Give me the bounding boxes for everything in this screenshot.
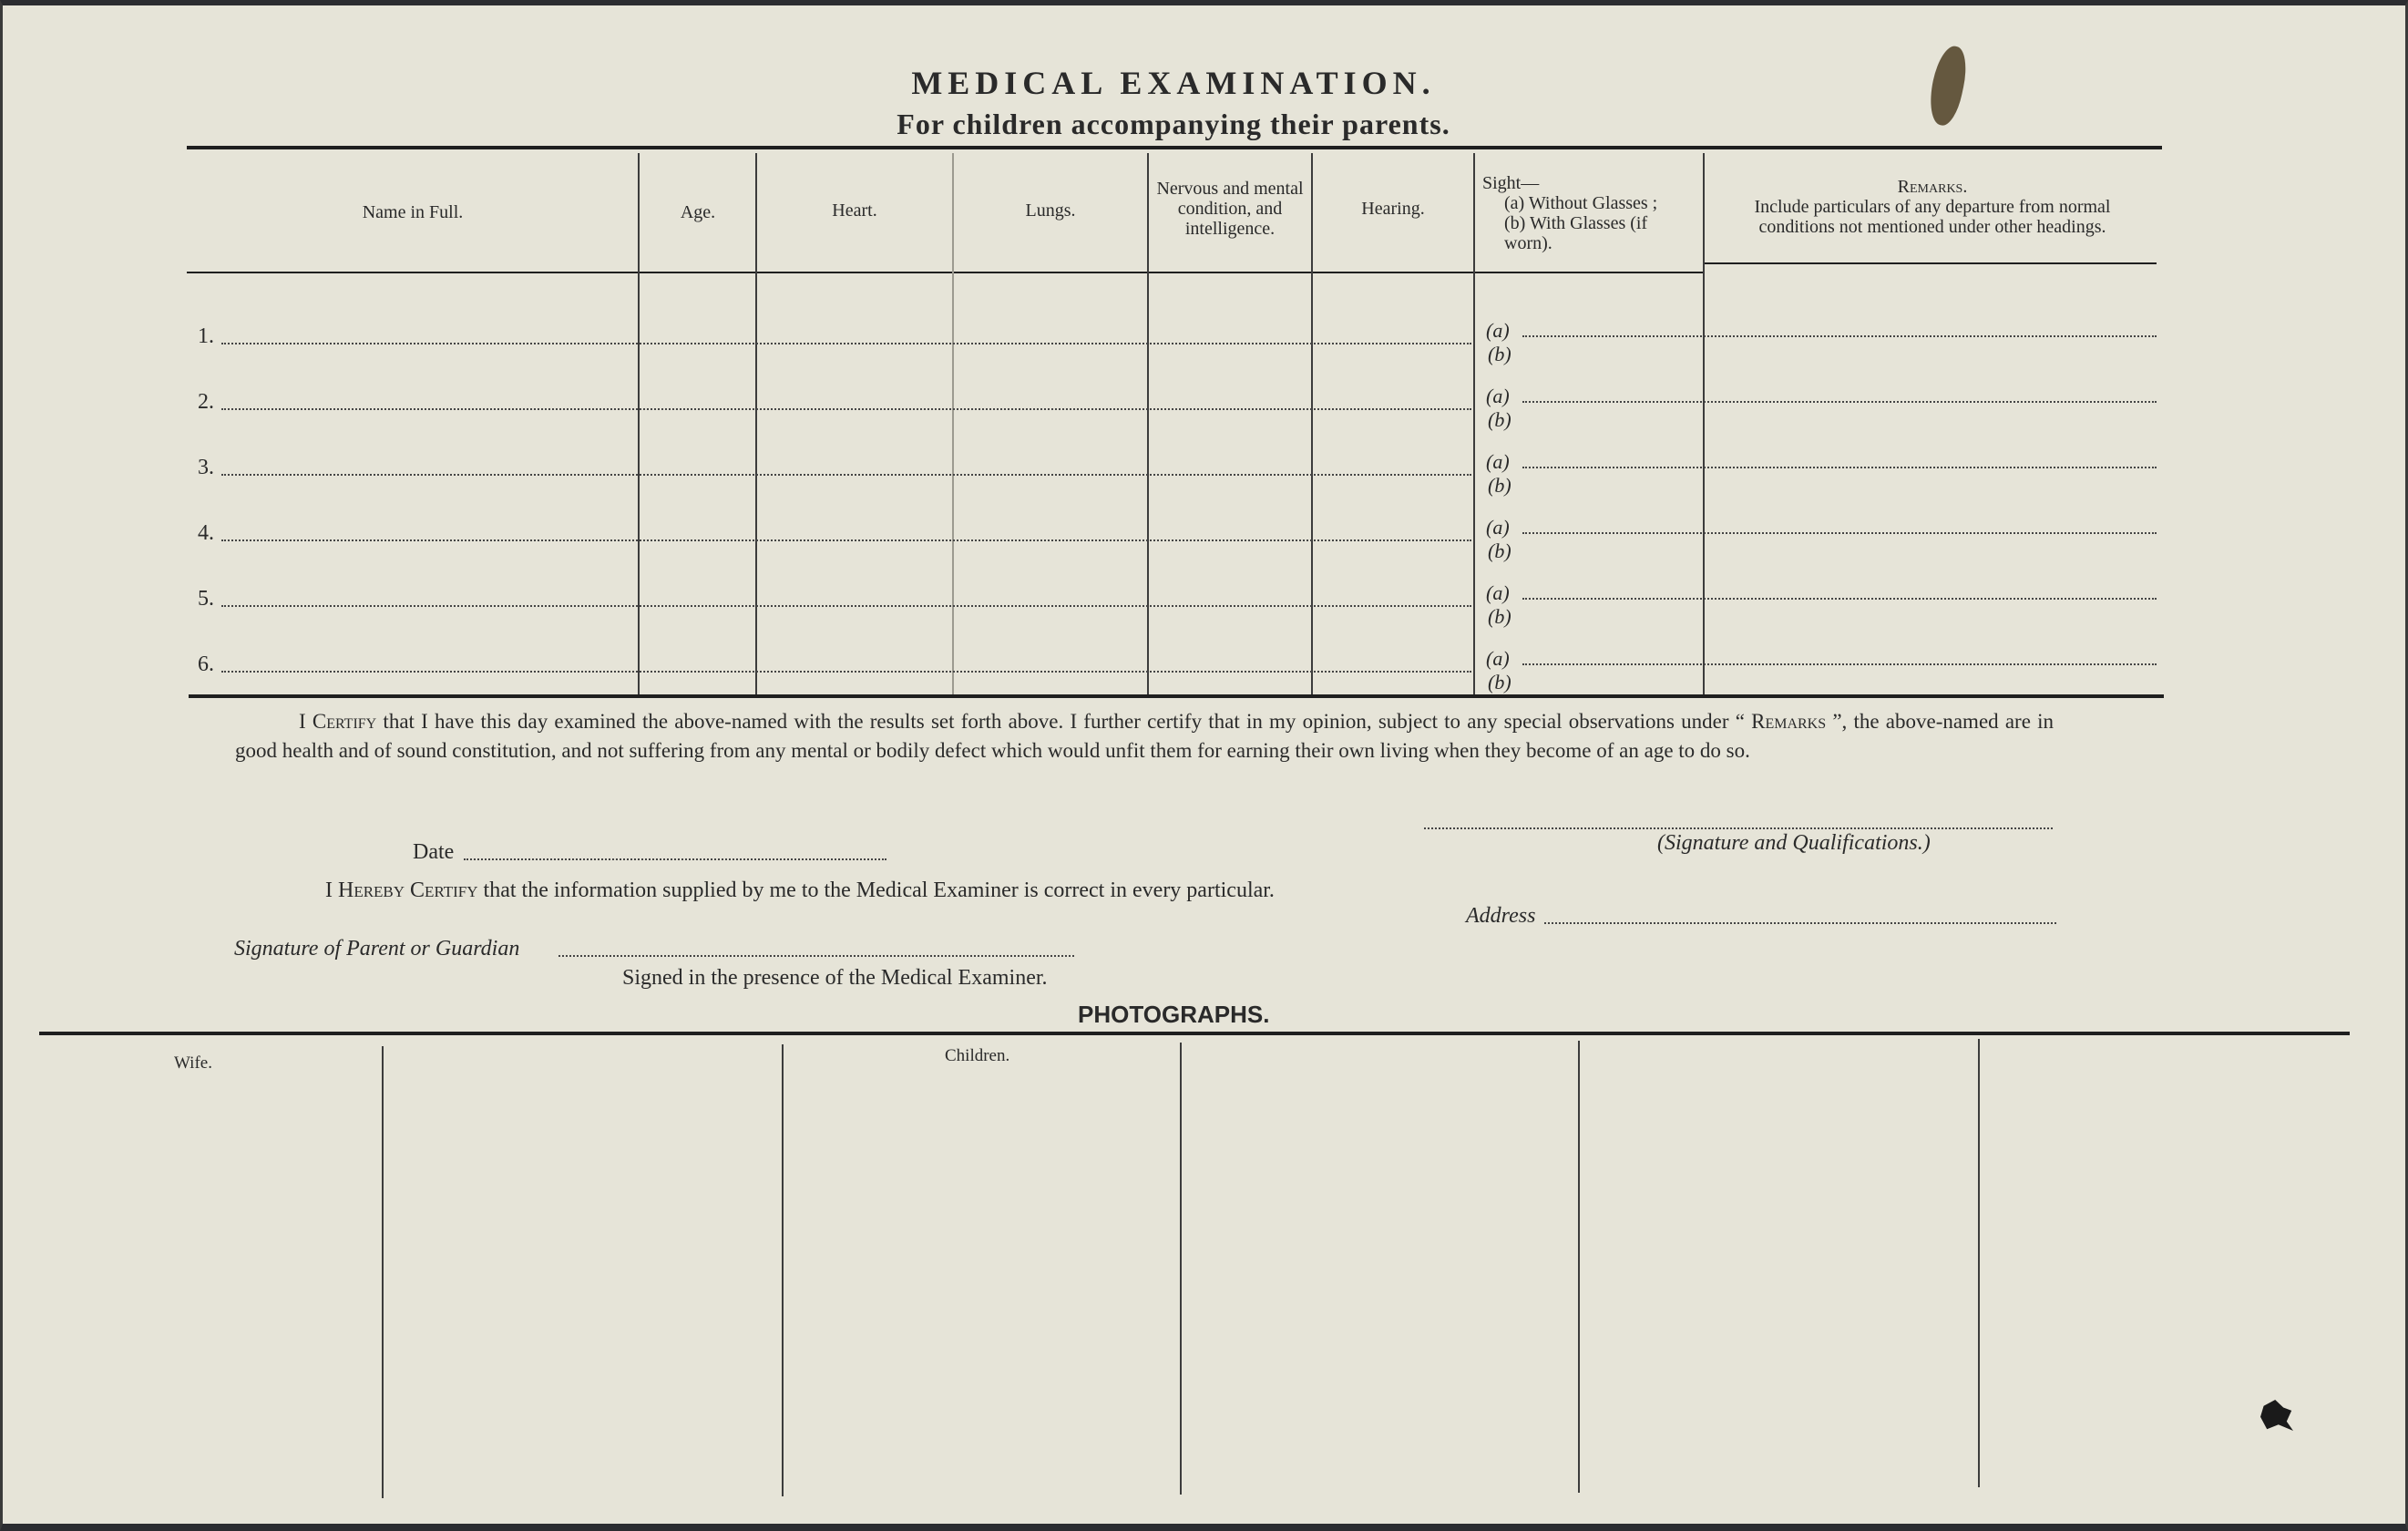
signed-presence-note: Signed in the presence of the Medical Examiner. [622,966,1048,990]
certify-lead: I Certify [299,710,377,733]
signature-qualifications-label: (Signature and Qualifications.) [1657,831,1931,855]
address-label: Address [1466,904,1536,928]
col-divider [1473,153,1475,694]
sight-b-mark: (b) [1488,671,1511,694]
row-number: 2. [198,390,214,414]
col-divider [755,153,757,694]
row-entry-line[interactable] [221,408,1471,410]
hereby-lead: I Hereby Certify [325,879,478,902]
sight-a-mark: (a) [1486,319,1510,342]
photographs-title: PHOTOGRAPHS. [1078,1001,1270,1028]
header-bottom-rule [187,272,1704,273]
address-line[interactable] [1544,922,2056,924]
header-lungs: Lungs. [1025,200,1076,221]
sight-remarks-line[interactable] [1522,663,2157,665]
sight-b-mark: (b) [1488,605,1511,628]
row-entry-line[interactable] [221,539,1471,541]
row-number: 1. [198,324,214,348]
examiner-signature-line[interactable] [1424,827,2053,829]
header-sight [1482,173,1697,253]
sight-a-mark: (a) [1486,385,1510,407]
row-number: 3. [198,456,214,479]
col-divider [1311,153,1313,694]
header-nervous: Nervous and mental condition, and intelligence. [1156,179,1304,239]
photo-divider [782,1044,784,1496]
date-line[interactable] [464,858,886,860]
sight-remarks-line[interactable] [1522,335,2157,337]
row-number: 4. [198,521,214,545]
certification-paragraph [235,707,2054,766]
header-age: Age. [680,202,716,222]
sight-b-mark: (b) [1488,408,1511,431]
header-heart: Heart. [832,200,877,221]
sight-remarks-line[interactable] [1522,467,2157,468]
parent-signature-line[interactable] [558,955,1074,957]
date-label: Date [413,840,455,864]
col-divider [952,153,954,694]
photo-label-children: Children. [945,1046,1010,1065]
row-entry-line[interactable] [221,343,1471,344]
sight-a-mark: (a) [1486,581,1510,604]
photo-divider [1578,1041,1580,1493]
sight-remarks-line[interactable] [1522,401,2157,403]
hereby-body: that the information supplied by me to the Medical Examiner is correct in every particular. [477,879,1275,902]
sight-a-mark: (a) [1486,516,1510,539]
sight-a-mark: (a) [1486,647,1510,670]
sight-remarks-line[interactable] [1522,532,2157,534]
certify-text-2: , the above-named are in good health and of sound constitution, and not suffering from any mental or bodily defect which would unfit them for earning their own living when they become of an age to do so. [235,710,2054,762]
sight-b-mark: (b) [1488,539,1511,562]
row-number: 6. [198,652,214,676]
certify-text-1: that I have this day examined the above-named with the results set forth above. I further certify that in my opinion, subject to any special observations under [376,710,1736,733]
header-remarks [1716,177,2149,237]
photo-divider [1978,1039,1980,1487]
hereby-certify-text [325,879,1275,903]
header-name: Name in Full. [362,202,464,222]
header-bottom-rule-right [1704,262,2157,264]
col-divider [1703,153,1705,694]
sight-remarks-line[interactable] [1522,598,2157,600]
photographs-top-rule [39,1032,2350,1035]
sight-title: Sight— [1482,173,1540,193]
sight-a-label: (a) Without Glasses ; [1504,193,1658,213]
table-top-rule [187,146,2162,149]
row-number: 5. [198,587,214,611]
row-entry-line[interactable] [221,671,1471,673]
header-hearing: Hearing. [1361,199,1425,219]
photo-label-wife: Wife. [174,1053,212,1073]
certify-remarks-word: “ Remarks ” [1735,710,1842,733]
row-entry-line[interactable] [221,474,1471,476]
sight-b-label: (b) With Glasses (if worn). [1504,213,1648,253]
parent-signature-label: Signature of Parent or Guardian [234,937,520,961]
form-title: MEDICAL EXAMINATION. [911,65,1436,101]
sight-a-mark: (a) [1486,450,1510,473]
row-entry-line[interactable] [221,605,1471,607]
ink-blot [2260,1400,2293,1431]
table-bottom-rule [189,694,2164,698]
remarks-text: Include particulars of any departure from normal conditions not mentioned under other headings. [1754,197,2111,237]
remarks-title: Remarks. [1897,177,1968,197]
form-subtitle: For children accompanying their parents. [897,108,1450,140]
photo-divider [1180,1043,1182,1495]
photo-divider [382,1046,384,1498]
sight-b-mark: (b) [1488,343,1511,365]
col-divider [638,153,640,694]
sight-b-mark: (b) [1488,474,1511,497]
